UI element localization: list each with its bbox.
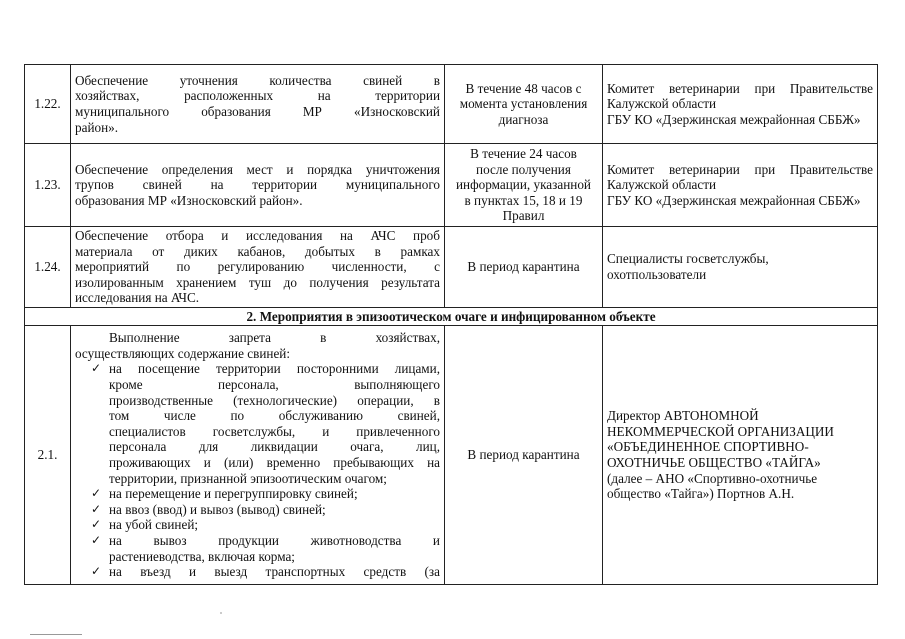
responsible-line: Комитет ветеринарии при Правительстве [607,161,873,177]
description-line: хозяйствах, расположенных на территории [75,88,440,104]
responsible-line: Специалисты госветслужбы, [607,251,769,267]
table-row [25,65,878,144]
description-line: Обеспечение уточнения количества свиней в [75,72,440,88]
deadline-line: диагноза [498,111,549,127]
scan-artifact-line [30,634,82,635]
responsible-line: (далее – АНО «Спортивно-охотничье [607,470,818,486]
description-line: район». [75,119,119,135]
deadline-cell [445,65,603,144]
check-mark-icon: ✓ [91,564,102,579]
list-item-line: персонала для ликвидации очага, лиц, [109,439,440,455]
list-item-line: на ввоз (ввод) и вывоз (вывод) свиней; [109,501,326,517]
list-item [75,533,440,564]
responsible-line: Калужской области [607,177,717,193]
list-item-line: на вывоз продукции животноводства и [109,532,440,548]
check-mark-icon: ✓ [91,501,102,516]
measure-description [71,144,445,227]
description-line: муниципального образования МР «Износковский [75,104,440,119]
responsible-cell [603,227,878,308]
list-item [75,564,440,580]
responsible-cell [603,325,878,584]
deadline-line: В течение 48 часов с [465,80,582,96]
deadline-line: В течение 24 часов [470,146,577,162]
responsible-line: НЕКОММЕРЧЕСКОЙ ОРГАНИЗАЦИИ [607,423,834,439]
responsible-line: Калужской области [607,96,717,112]
responsible-line: ГБУ КО «Дзержинская межрайонная СББЖ» [607,192,861,208]
deadline-line: в пунктах 15, 18 и 19 [464,192,583,208]
description-line: трупов свиней на территории муниципального [75,177,440,193]
responsible-line: ОХОТНИЧЬЕ ОБЩЕСТВО «ТАЙГА» [607,454,821,470]
deadline-cell [445,227,603,308]
responsible-cell [603,65,878,144]
description-line: Обеспечение отбора и исследования на АЧС проб [75,228,440,243]
list-item [75,502,440,518]
table-row [25,144,878,227]
description-line: изолированным хранением туш до получения результата [75,274,440,290]
description-line: Выполнение запрета в хозяйствах, [109,330,440,346]
deadline-line: В период карантина [467,259,580,275]
responsible-line: Комитет ветеринарии при Правительстве [607,80,873,96]
deadline-line: момента установления [459,96,588,112]
check-mark-icon: ✓ [91,517,102,532]
list-item-line: на убой свиней; [109,517,199,533]
measure-description [71,325,445,584]
measures-table [24,64,878,585]
list-item [75,517,440,533]
description-line: Обеспечение определения мест и порядка уничтожения [75,161,440,177]
description-line: образования МР «Износковский район». [75,192,303,208]
responsible-line: Директор АВТОНОМНОЙ [607,408,759,424]
description-line: исследования на АЧС. [75,290,200,306]
list-item-line: на посещение территории посторонними лицами, [109,361,440,377]
section-row [25,307,878,325]
prohibition-list [75,361,440,579]
row-number: 1.24. [25,227,71,308]
row-number: 2.1. [25,325,71,584]
list-item-line: производственные (технологические) операции, в [109,392,440,408]
deadline-cell [445,144,603,227]
check-mark-icon: ✓ [91,532,102,547]
list-item-line: растениеводства, включая корма; [109,548,295,564]
section-title: 2. Мероприятия в эпизоотическом очаге и инфицированном объекте [25,307,878,325]
deadline-line: информации, указанной [455,177,591,193]
responsible-line: охотпользователи [607,266,707,282]
measure-description [71,227,445,308]
scan-speck [220,612,222,614]
deadline-line: после получения [476,161,571,177]
list-item-line: специалистов госветслужбы, и привлеченного [109,423,440,439]
list-item-line: на перемещение и перегруппировку свиней; [109,486,358,502]
list-item [75,486,440,502]
list-item-line: территории, признанной эпизоотическим очагом; [109,470,387,486]
responsible-line: общество «Тайга») Портнов А.Н. [607,486,795,502]
description-line: осуществляющих содержание свиней: [75,345,291,361]
responsible-line: ГБУ КО «Дзержинская межрайонная СББЖ» [607,111,861,127]
description-line: материала от диких кабанов, добытых в рамках [75,243,440,259]
deadline-line: Правил [502,208,545,224]
check-mark-icon: ✓ [91,361,102,376]
row-number: 1.22. [25,65,71,144]
list-item-line: на въезд и выезд транспортных средств (за [109,564,440,580]
table-row [25,325,878,584]
deadline-cell: В период карантина [445,325,603,584]
responsible-line: «ОБЪЕДИНЕННОЕ СПОРТИВНО- [607,439,809,455]
list-item-line: кроме персонала, выполняющего [109,377,440,392]
list-item-line: том числе по обслуживанию свиней, [109,408,440,424]
list-item-line: проживающих и (или) временно пребывающих на [109,454,440,470]
check-mark-icon: ✓ [91,486,102,501]
measure-description [71,65,445,144]
table-row [25,227,878,308]
responsible-cell [603,144,878,227]
row-number: 1.23. [25,144,71,227]
description-line: мероприятий по регулированию численности, с [75,259,440,275]
list-item [75,361,440,486]
